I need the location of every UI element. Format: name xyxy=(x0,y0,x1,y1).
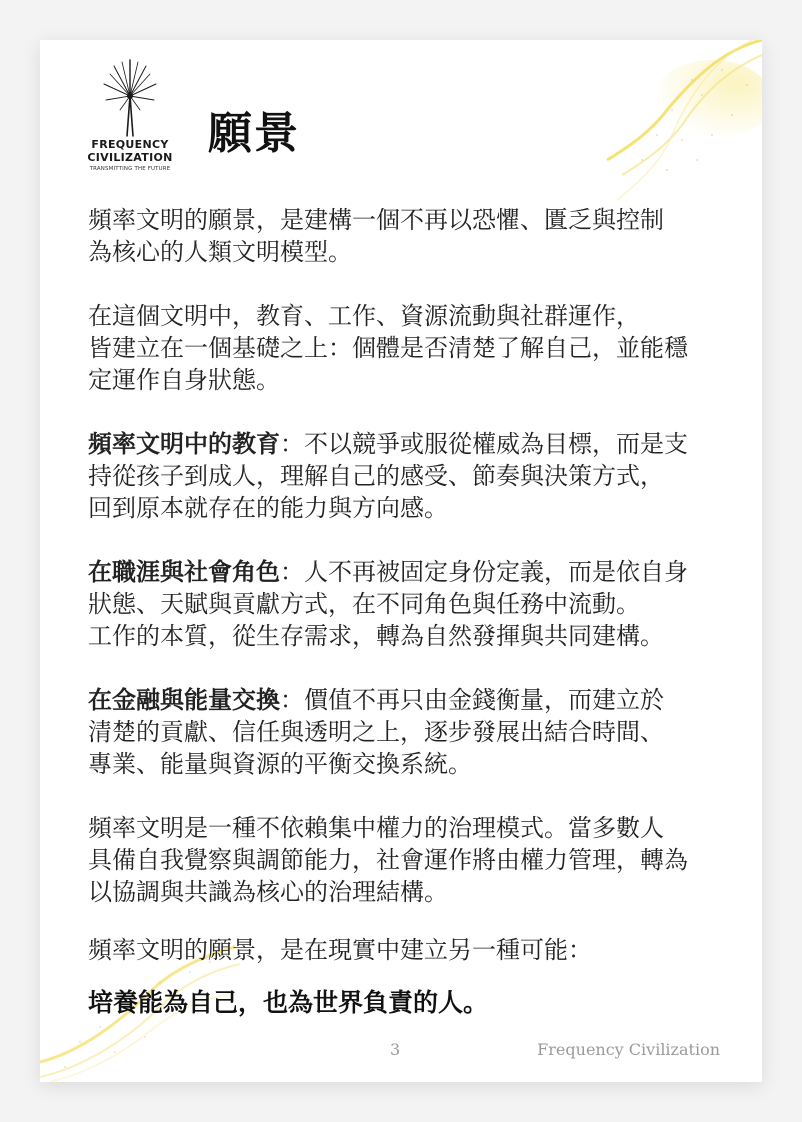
footer-brand: Frequency Civilization xyxy=(537,1040,720,1059)
paragraph-text: 頻率文明的願景，是在現實中建立另一種可能： xyxy=(88,936,592,964)
brand-logo xyxy=(84,58,176,172)
paragraph-text: 頻率文明是一種不依賴集中權力的治理模式。當多數人 具備自我覺察與調節能力，社會運作將由權力管理，轉為 以協調與共識為核心的治理結構。 xyxy=(88,814,688,906)
paragraph-text: ：價值不再只由金錢衡量，而建立於 清楚的貢獻、信任與透明之上，逐步發展出結合時間、 專業、能量與資源的平衡交換系統。 xyxy=(88,686,664,778)
page-title: 願景 xyxy=(208,108,300,159)
paragraph-civilization-foundation xyxy=(88,300,718,396)
document-page xyxy=(40,40,762,1082)
paragraph-heading: 在金融與能量交換 xyxy=(88,685,280,714)
paragraph-text: 頻率文明的願景，是建構一個不再以恐懼、匱乏與控制 為核心的人類文明模型。 xyxy=(88,206,664,266)
paragraph-career xyxy=(88,556,718,652)
paragraph-text: ：不以競爭或服從權威為目標，而是支 持從孩子到成人，理解自己的感受、節奏與決策方式， 回到原本就存在的能力與方向感。 xyxy=(88,430,688,522)
paragraph-finance xyxy=(88,684,718,780)
paragraph-vision-possibility xyxy=(88,934,718,966)
body-text xyxy=(88,204,718,1020)
paragraph-heading: 頻率文明中的教育 xyxy=(88,429,280,458)
paragraph-education xyxy=(88,428,718,524)
gold-swirl-decoration xyxy=(572,40,762,210)
logo-wordmark-line1: FREQUENCY xyxy=(91,138,169,151)
logo-tagline: TRANSMITTING THE FUTURE xyxy=(89,166,171,172)
logo-wordmark-line2: CIVILIZATION xyxy=(87,151,173,164)
page-number: 3 xyxy=(390,1040,401,1059)
paragraph-vision-intro xyxy=(88,204,718,268)
closing-statement: 培養能為自己，也為世界負責的人。 xyxy=(88,988,489,1017)
paragraph-governance xyxy=(88,812,718,908)
paragraph-heading: 在職涯與社會角色 xyxy=(88,557,280,586)
paragraph-text: ：人不再被固定身份定義，而是依自身 狀態、天賦與貢獻方式，在不同角色與任務中流動。 工作的本質，從生存需求，轉為自然發揮與共同建構。 xyxy=(88,558,688,650)
paragraph-text: 在這個文明中，教育、工作、資源流動與社群運作， 皆建立在一個基礎之上：個體是否清楚了解自己，並能穩 定運作自身狀態。 xyxy=(88,302,688,394)
starburst-icon xyxy=(100,58,160,138)
